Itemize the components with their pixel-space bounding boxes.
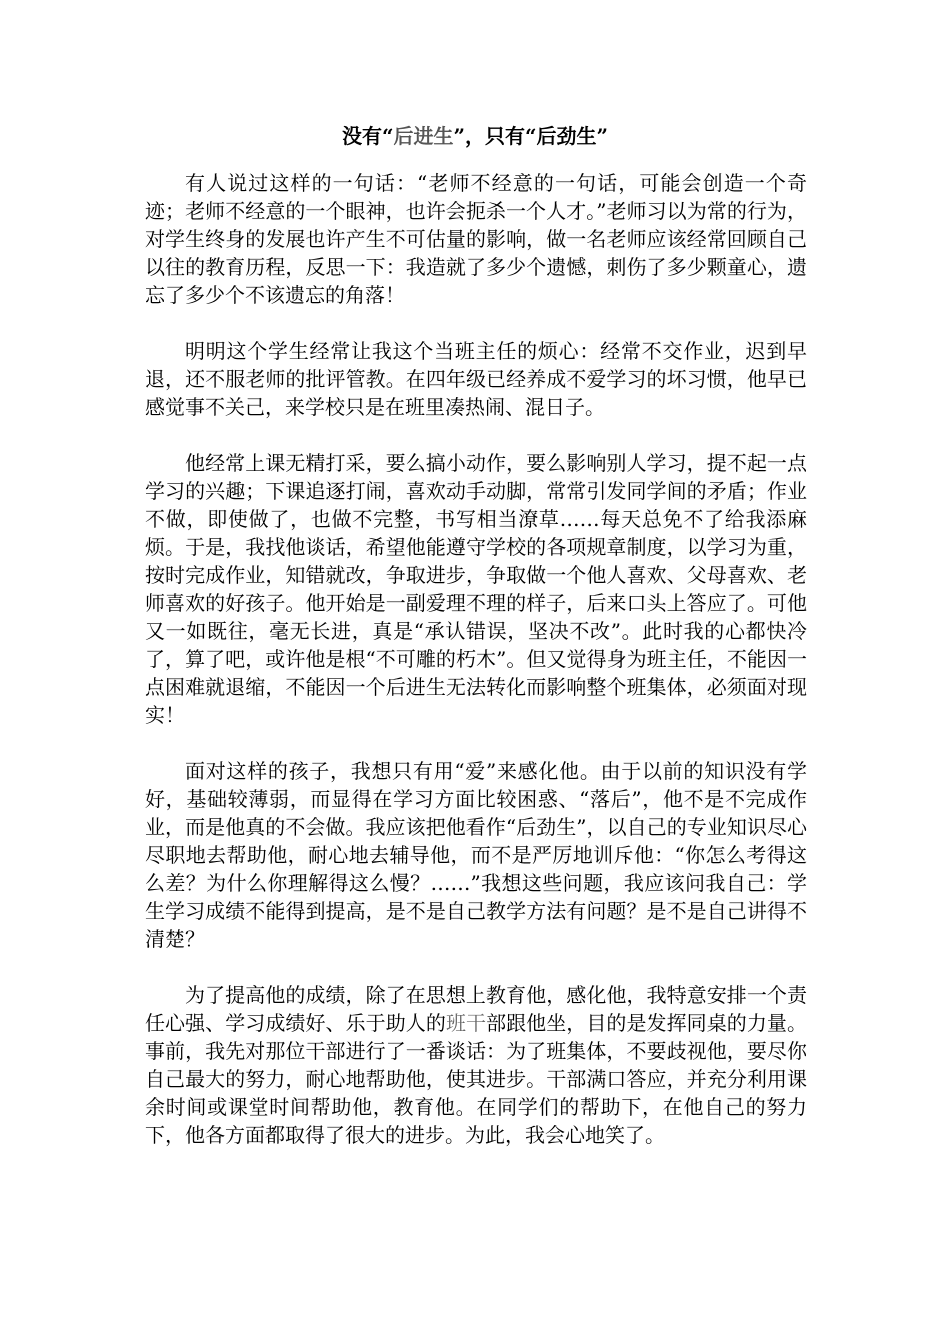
paragraph-3: 他经常上课无精打采，要么搞小动作，要么影响别人学习，提不起一点学习的兴趣；下课追逐打闹，喜欢动手动脚，常常引发同学间的矛盾；作业不做，即使做了，也做不完整，书写相当潦草……每天总免不了给我添麻烦。于是，我找他谈话，希望他能遵守学校的各项规章制度，以学习为重，按时完成作业，知错就改，争取进步，争取做一个他人喜欢、父母喜欢、老师喜欢的好孩子。他开始是一副爱理不理的样子，后来口头上答应了。可他又一如既往，毫无长进，真是“承认错误，坚决不改”。此时我的心都快冷了，算了吧，或许他是根“不可雕的朽木”。但又觉得身为班主任，不能因一点困难就退缩，不能因一个后进生无法转化而影响整个班集体，必须面对现实！ bbox=[145, 451, 807, 727]
document-title bbox=[0, 121, 950, 151]
paragraph-1: 有人说过这样的一句话：“老师不经意的一句话，可能会创造一个奇迹；老师不经意的一个眼神，也许会扼杀一个人才。”老师习以为常的行为，对学生终身的发展也许产生不可估量的影响，做一名老师应该经常回顾自己以往的教育历程，反思一下：我造就了多少个遗憾，刺伤了多少颗童心，遗忘了多少个不该遗忘的角落！ bbox=[145, 171, 807, 307]
title-accent: 后进生 bbox=[393, 124, 454, 148]
document-body bbox=[145, 169, 807, 1149]
paragraph-5-after: 部跟他坐，目的是发挥同桌的力量。事前，我先对那位干部进行了一番谈话：为了班集体，不要歧视他，要尽你自己最大的努力，耐心地帮助他，使其进步。干部满口答应，并充分利用课余时间或课堂时间帮助他，教育他。在同学们的帮助下，在他自己的努力下，他各方面都取得了很大的进步。为此，我会心地笑了。 bbox=[145, 1011, 807, 1147]
title-prefix: 没有“ bbox=[341, 124, 394, 148]
paragraph-5-before: 为了提高他的成绩，除了在思想上教育他，感化他，我特意安排一个责任心强、学习成绩好、乐于助人的 bbox=[145, 983, 807, 1035]
title-suffix: ”，只有“后劲生” bbox=[453, 124, 609, 148]
paragraph-5-accent: 班干 bbox=[445, 1011, 487, 1035]
paragraph-5 bbox=[145, 981, 807, 1149]
paragraph-2: 明明这个学生经常让我这个当班主任的烦心：经常不交作业，迟到早退，还不服老师的批评管教。在四年级已经养成不爱学习的坏习惯，他早已感觉事不关己，来学校只是在班里凑热闹、混日子。 bbox=[145, 339, 807, 419]
paragraph-4: 面对这样的孩子，我想只有用“爱”来感化他。由于以前的知识没有学好，基础较薄弱，而显得在学习方面比较困惑、“落后”，他不是不完成作业，而是他真的不会做。我应该把他看作“后劲生”，以自己的专业知识尽心尽职地去帮助他，耐心地去辅导他，而不是严厉地训斥他：“你怎么考得这么差？为什么你理解得这么慢？……”我想这些问题，我应该问我自己：学生学习成绩不能得到提高，是不是自己教学方法有问题？是不是自己讲得不清楚？ bbox=[145, 759, 807, 951]
